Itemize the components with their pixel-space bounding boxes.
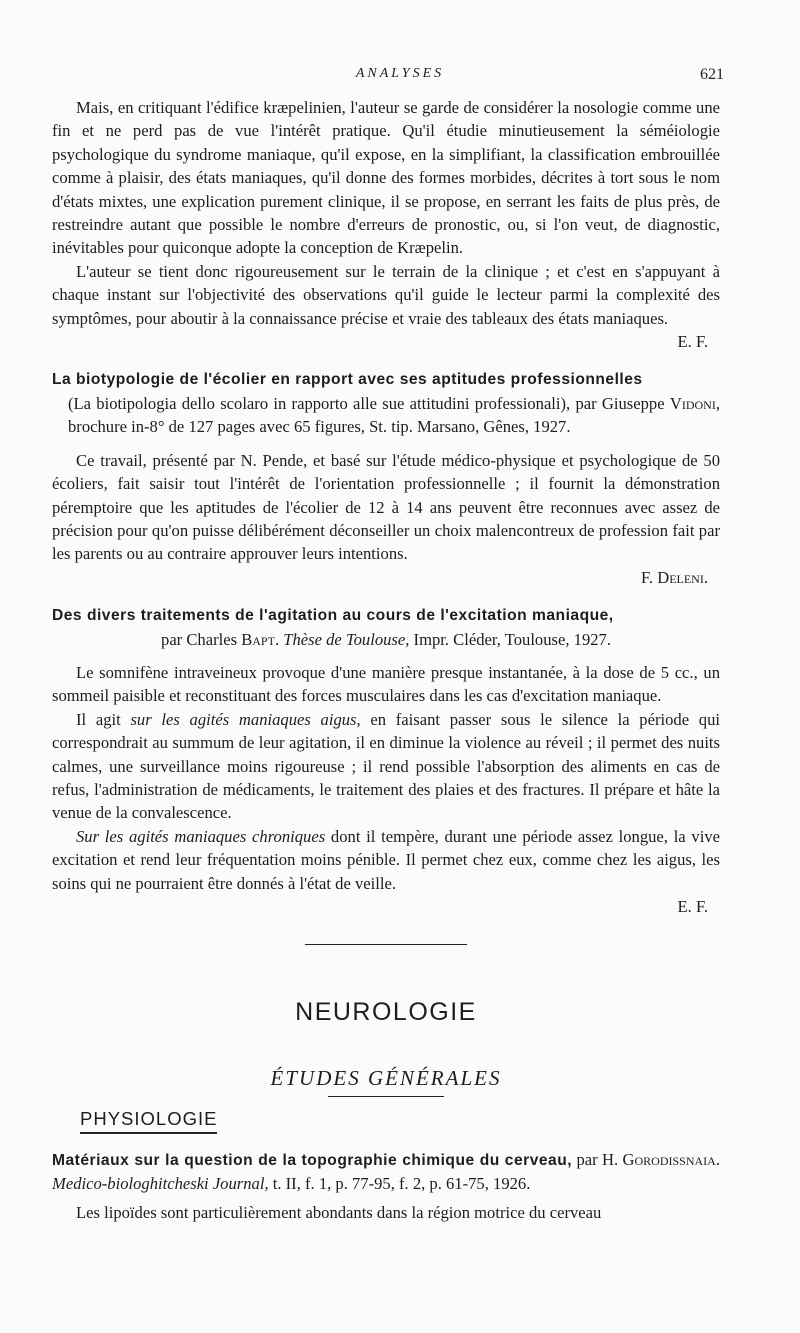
review-paragraph: Les lipoïdes sont particulièrement abondants dans la région motrice du cerveau [76, 1203, 602, 1223]
page-header [0, 66, 800, 86]
reference-text: , brochure in-8° de 127 pages avec 65 figures, St. tip. Marsano, Gênes, 1927. [68, 393, 720, 437]
review-reference [52, 392, 720, 439]
category-heading: PHYSIOLOGIE [80, 1107, 217, 1133]
review-title [52, 603, 720, 627]
review-biotypologie [52, 367, 720, 589]
reference-journal: Medico-biologhitcheski Journal [52, 1174, 265, 1194]
reference-thesis: Thèse de Toulouse [283, 629, 406, 649]
reference-text: par H. [572, 1149, 623, 1169]
reference-text: . [715, 1149, 720, 1169]
signature-text: F. Deleni. [641, 567, 708, 587]
paragraph-emphasis: sur les agités maniaques aigus [130, 709, 357, 729]
paragraph-text: dont il tempère, durant une période assez longue, la vive excitation et rend leur fréquentation moins pénible. Il permet chez eux, comme chez les aigus, les soins qui ne pourraient être donnés à l'état de veille. [52, 826, 720, 893]
section-subheading: ÉTUDES GÉNÉRALES [270, 1065, 502, 1090]
reference-text: . [274, 629, 284, 649]
review-paragraph [52, 825, 720, 895]
subheading-divider [328, 1096, 444, 1097]
review-title [52, 1148, 720, 1196]
review-signature: E. F. [677, 332, 708, 352]
section-divider [305, 944, 467, 945]
review-reference [52, 628, 720, 651]
review-title [52, 367, 720, 391]
reference-text: , Impr. Cléder, Toulouse, 1927. [405, 629, 611, 649]
section-heading: NEUROLOGIE [295, 998, 477, 1027]
review-signature: E. F. [677, 897, 708, 916]
reference-author: Gorodissnaia [622, 1149, 716, 1169]
review-title-text: Des divers traitements de l'agitation au cours de l'excitation maniaque, [52, 607, 614, 625]
paragraph-emphasis: Sur les agités maniaques chroniques [76, 826, 326, 846]
review-title-text: Matériaux sur la question de la topographie chimique du cerveau, [52, 1151, 573, 1169]
review-kraepelin-continued [52, 96, 720, 353]
review-paragraph: Mais, en critiquant l'édifice kræpelinien, l'auteur se garde de considérer la nosologie comme une fin et ne perd pas de vue l'intérêt pratique. Qu'il étudie minutieusement la séméiologie psychologique du syndrome maniaque, qu'il expose, en la simplifiant, la classification embrouillée comme à plaisir, des états maniaques, qu'il donne des formes morbides, décrites à tort sous le nom d'états mixtes, une explication purement clinique, il se propose, en serrant les faits de plus près, de restreindre autant que possible le nombre d'erreurs de pronostic, ou, si l'on veut, de diagnostic, inévitables pour quiconque adopte la conception de Kræpelin. [52, 98, 720, 258]
review-paragraph [52, 708, 720, 825]
running-head: ANALYSES [355, 66, 445, 81]
reference-text: par Charles [161, 629, 242, 649]
reference-text: , t. II, f. 1, p. 77-95, f. 2, p. 61-75, 1926. [264, 1174, 531, 1194]
review-signature [52, 566, 720, 589]
paragraph-text: , en faisant passer sous le silence la période qui correspondrait au summum de leur agitation, il en diminue la violence au réveil ; il permet des nuits calmes, une surveillance moins rigoureuse ; il rend possible l'absorption des aliments en cas de refus, l'administration de médicaments, le traitement des plaies et des fractures. Il prépare et hâte la venue de la convalescence. [52, 709, 720, 823]
paragraph-text: Il agit [76, 709, 131, 729]
review-title-text: La biotypologie de l'écolier en rapport avec ses aptitudes professionnelles [52, 371, 643, 389]
review-agitation-maniaque [52, 603, 720, 918]
review-paragraph: Ce travail, présenté par N. Pende, et basé sur l'étude médico-physique et psychologique de 50 écoliers, fait saisir tout l'intérêt de l'orientation professionnelle ; il fournit la démonstration péremptoire que les aptitudes de l'écolier de 12 à 14 ans peuvent être reconnues avec assez de précision pour qu'on puisse délibérément déconseiller un choix malencontreux de profession fait par les parents ou au contraire approuver leurs intentions. [52, 450, 720, 564]
review-topographie-chimique [52, 1148, 720, 1225]
page-content [52, 96, 720, 1225]
page-number: 621 [700, 66, 724, 83]
reference-text: (La biotipologia dello scolaro in rapporto alle sue attitudini professionali), par Giuseppe [68, 393, 670, 413]
reference-author: Bapt [241, 629, 275, 649]
review-paragraph: Le somnifène intraveineux provoque d'une manière presque instantanée, à la dose de 5 cc., un sommeil paisible et reconstituant des forces musculaires dans les cas d'excitation maniaque. [52, 662, 720, 706]
review-paragraph: L'auteur se tient donc rigoureusement sur le terrain de la clinique ; et c'est en s'appuyant à chaque instant sur l'objectivité des observations qu'il guide le lecteur parmi la complexité des symptômes, pour aboutir à la connaissance précise et vraie des tableaux des états maniaques. [52, 261, 720, 328]
reference-author: Vidoni [669, 393, 716, 413]
